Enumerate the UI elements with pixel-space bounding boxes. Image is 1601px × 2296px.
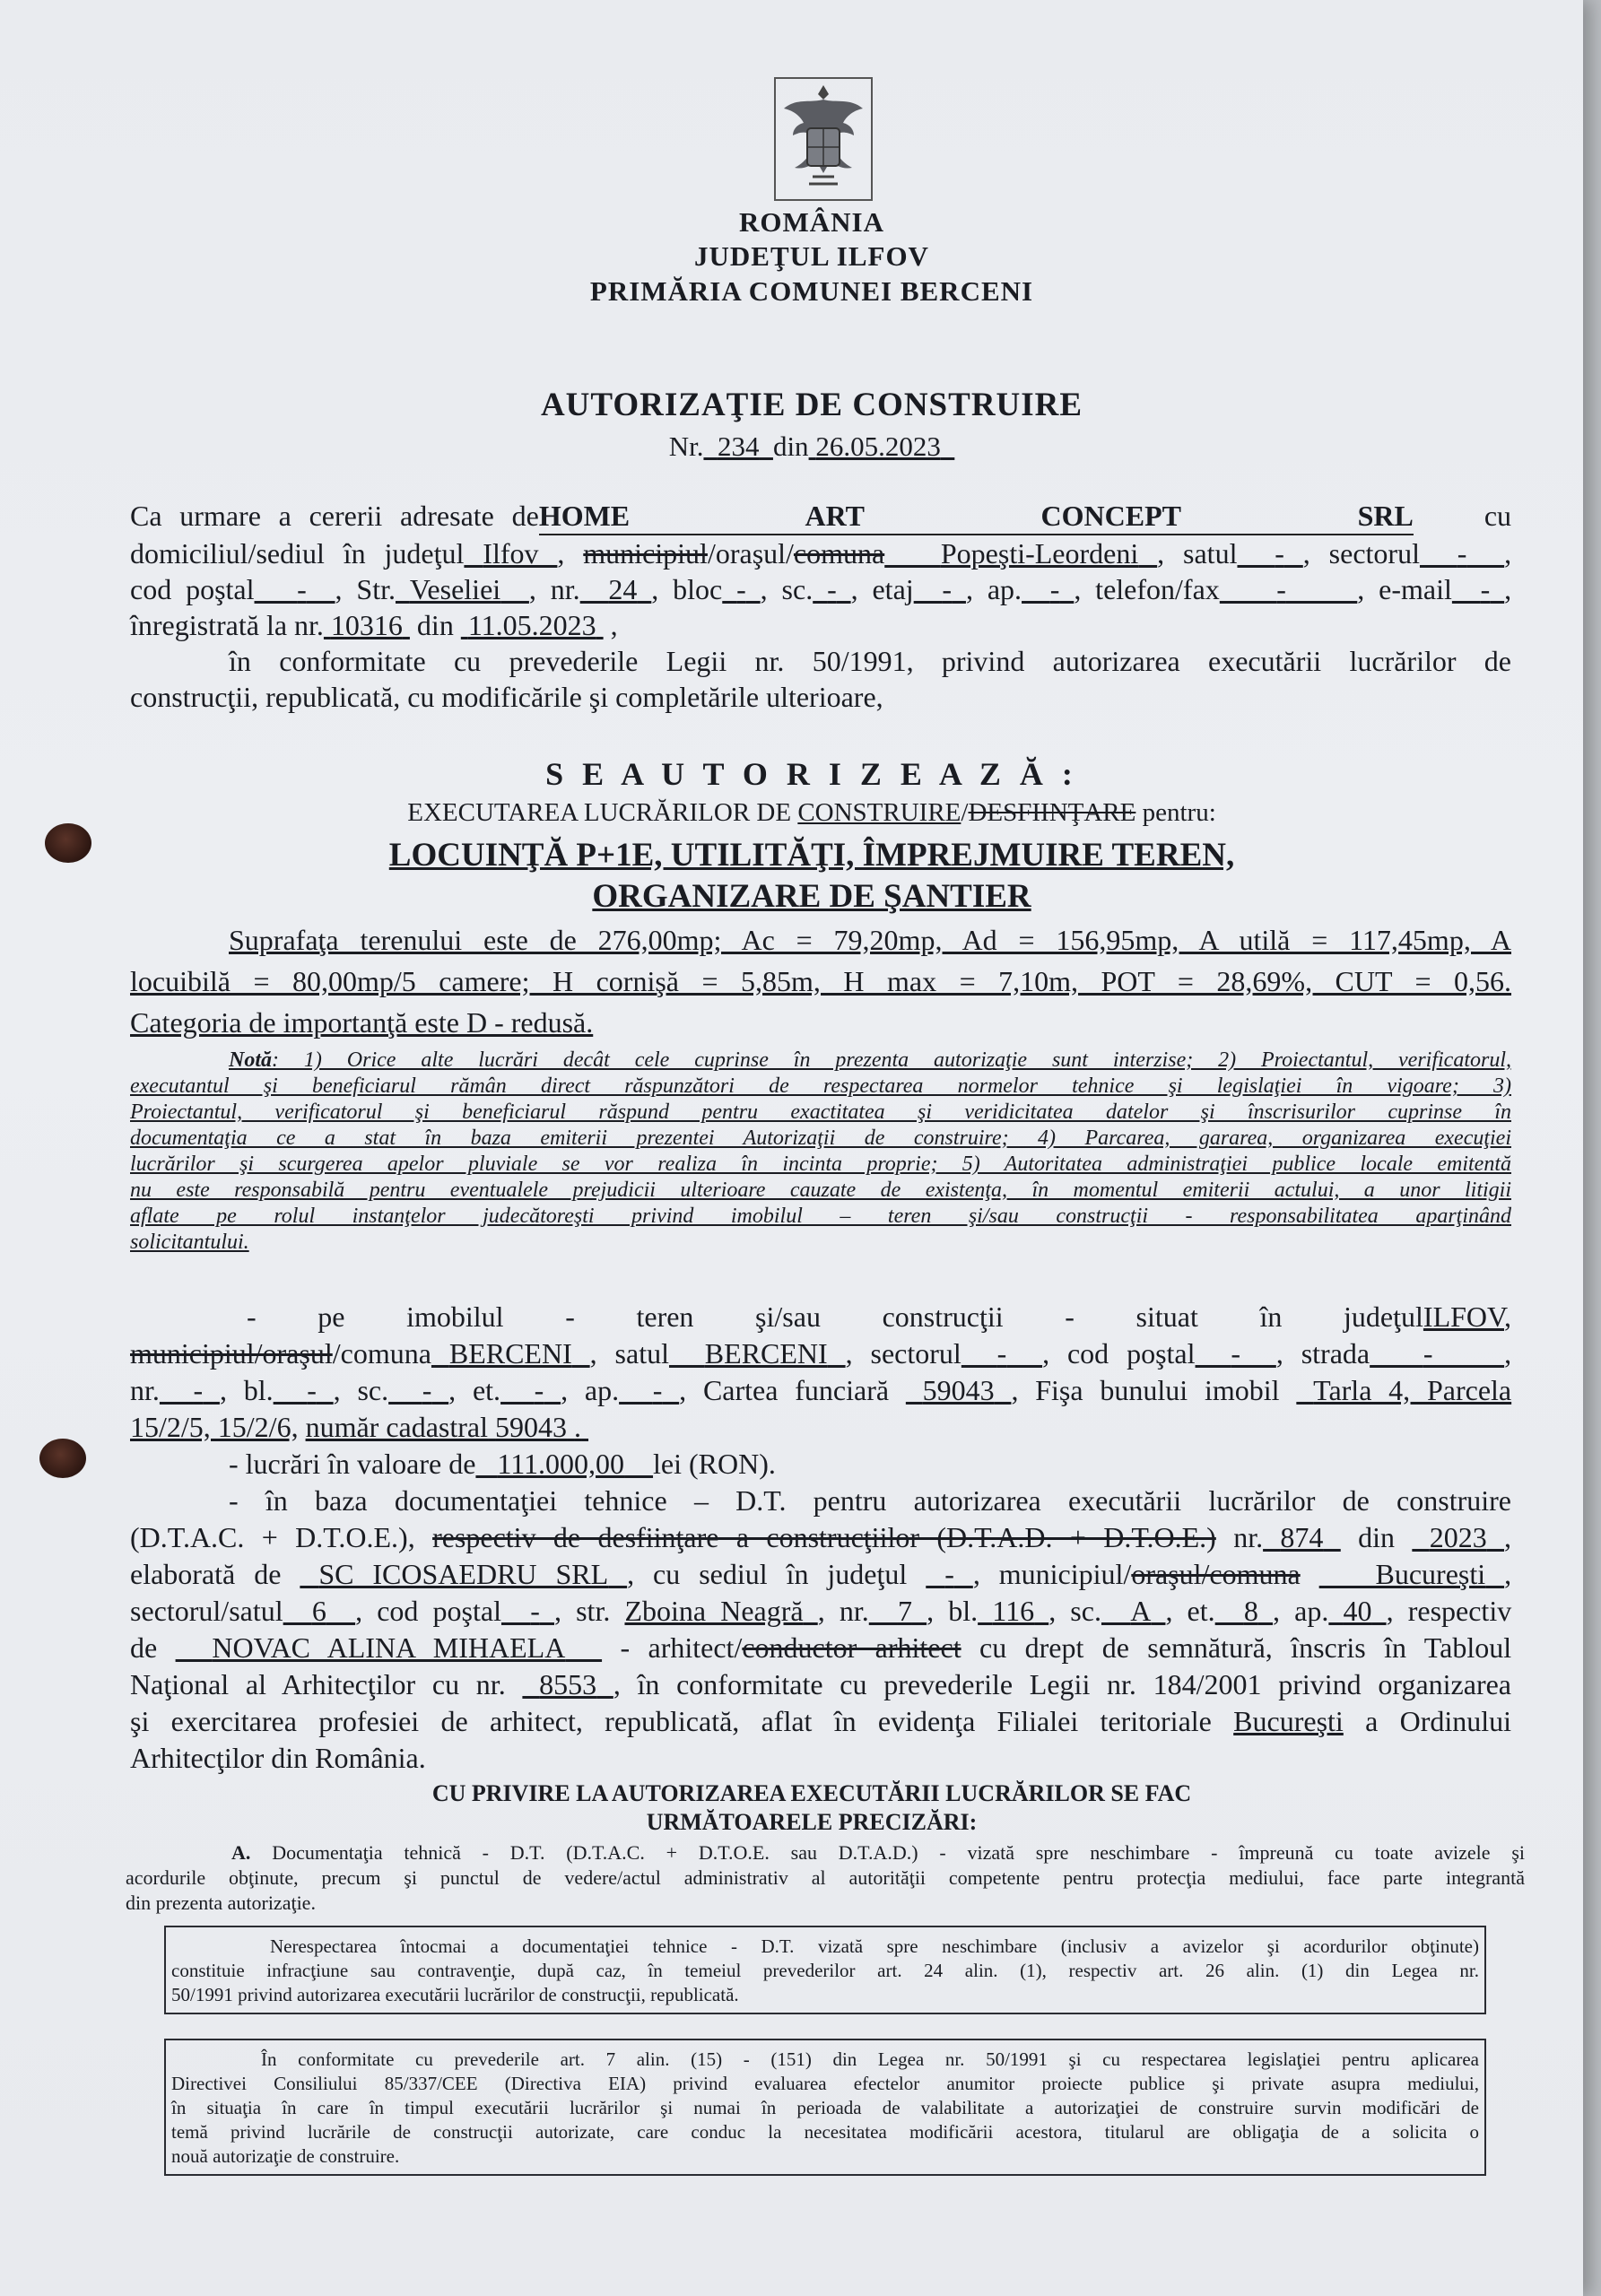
precizari-a: A. Documentaţia tehnică - D.T. (D.T.A.C. + D.T.O.E. sau D.T.A.D.) - vizată spre neschimbare - împreună cu toate avizele şi acordurile obţinute, precum şi punctul de vedere/actul administrativ al autorităţii competente pentru protecţia mediului, face parte integrantă din prezenta autorizaţie. <box>126 1841 1525 1914</box>
romania-coat-of-arms-icon <box>773 76 874 202</box>
precizari-heading-2: URMĂTOARELE PRECIZĂRI: <box>646 1809 978 1835</box>
authorization-subheading: EXECUTAREA LUCRĂRILOR DE CONSTRUIRE/DESFIINŢARE pentru: <box>407 798 1216 827</box>
property-section: - pe imobilul - teren şi/sau construcţii - situat în judeţulILFOV, municipiul/oraşul/comuna BERCENI , satul BERCENI , sectorul - , cod poştal - , strada - , nr. - , bl. - , sc. - , et. - , ap. - , Cartea funciară 59043 , Fişa bunului imobil Tarla 4, Parcela 15/2/5, 15/2/6, număr cadastral 59043 . - lucrări în valoare de 111.000,00 lei (RON). <box>130 1300 1512 1480</box>
architect-name: NOVAC ALINA MIHAELA <box>212 1631 566 1664</box>
designer-company: SC ICOSAEDRU SRL <box>318 1558 609 1590</box>
works-value: 111.000,00 <box>497 1448 625 1480</box>
document-number: 234 <box>717 430 760 462</box>
authorization-note: Notă: 1) Orice alte lucrări decât cele cuprinse în prezenta autorizaţie sunt interzise; 2) Proiectantul, verificatorul, executantul şi beneficiarul rămân direct răspunzători de respectarea normelor tehnice şi legislaţiei în vigoare; 3) Proiectantul, verificatorul şi beneficiarul răspund pentru exactitatea şi veridicitatea datelor şi înscrisurilor cuprinse în documentaţia ce a stat în baza emiterii prezentei Autorizaţii de construire; 4) Parcarea, gararea, organizarea execuţiei lucrărilor şi scurgerea apelor pluviale se vor realiza în incinta proprie; 5) Autoritatea administraţiei publice locale emitentă nu este responsabilă pentru eventualele prejudicii ulterioare cauzate de existenţa, în momentul emiterii actului, a unor litigii aflate pe rolul instanţelor judecătoreşti privind imobilul – teren şi/sau construcţii - responsabilitatea aparţinând solicitantului. <box>130 1048 1511 1254</box>
header-country: ROMÂNIA <box>739 206 884 238</box>
document-date: 26.05.2023 <box>815 430 941 462</box>
cadastral-number: 59043 <box>495 1411 568 1443</box>
construction-specs: Suprafaţa terenului este de 276,00mp; Ac = 79,20mp, Ad = 156,95mp, A utilă = 117,45mp, A locuibilă = 80,00mp/5 camere; H cornişă = 5,85m, H max = 7,10m, POT = 28,69%, CUT = 0,56. Categoria de importanţă este D - redusă. <box>130 924 1511 1039</box>
authorization-heading: S E A U T O R I Z E A Z Ă : <box>545 756 1078 792</box>
documentation-section: - în baza documentaţiei tehnice – D.T. pentru autorizarea executării lucrărilor de construire (D.T.A.C. + D.T.O.E.), respectiv de desfiinţare a construcţiilor (D.T.A.D. + D.T.O.E.) nr. 874 din 2023 , elaborată de SC ICOSAEDRU SRL , cu sediul în judeţul - , municipiul/oraşul/comuna Bucureşti , sectorul/satul 6 , cod poştal - , str. Zboina Neagră , nr. 7 , bl. 116 , sc. A , et. 8 , ap. 40 , respectiv de NOVAC ALINA MIHAELA - arhitect/conductor arhitect cu drept de semnătură, înscris în Tabloul Naţional al Arhitecţilor cu nr. 8553 , în conformitate cu prevederile Legii nr. 184/2001 privind organizarea şi exercitarea profesiei de arhitect, republicată, aflat în evidenţa Filialei teritoriale Bucureşti a Ordinului Arhitecţilor din România. <box>130 1484 1512 1774</box>
document-number-line: Nr. 234 din 26.05.2023 <box>668 430 941 462</box>
box-conformitate: În conformitate cu prevederile art. 7 alin. (15) - (151) din Legea nr. 50/1991 şi cu respectarea legislaţiei pentru aplicarea Directivei Consiliului 85/337/CEE (Directiva EIA) privind evaluarea efectelor anumitor proiecte publice şi private asupra mediului, în situaţia în care în timpul executării lucrărilor şi numai în perioada de valabilitate a autorizaţiei de construire survin modificări de temă privind lucrările de construcţii autorizate, care conduc la necesitatea modificării acestora, titularul are obligaţia de a solicita o nouă autorizaţie de construire. <box>164 2039 1486 2176</box>
authorized-object-line2: ORGANIZARE DE ŞANTIER <box>592 878 1031 915</box>
header-institution: PRIMĂRIA COMUNEI BERCENI <box>589 275 1034 307</box>
applicant-name: HOME ART CONCEPT SRL <box>539 498 1414 535</box>
land-book-number: 59043 <box>922 1374 995 1406</box>
document-title: AUTORIZAŢIE DE CONSTRUIRE <box>540 387 1083 423</box>
box-nerespectare: Nerespectarea întocmai a documentaţiei tehnice - D.T. vizată spre neschimbare (inclusiv a avizelor şi acordurilor obţinute) constituie infracţiune sau contravenţie, după caz, în temeiul prevederilor art. 24 alin. (1), respectiv art. 26 alin. (1) din Legea nr. 50/1991 privind autorizarea executării lucrărilor de construcţii, republicată. <box>164 1926 1486 2014</box>
precizari-heading-1: CU PRIVIRE LA AUTORIZAREA EXECUTĂRII LUCRĂRILOR SE FAC <box>431 1780 1192 1806</box>
property-county: ILFOV <box>1423 1300 1504 1333</box>
authorized-object-line1: LOCUINŢĂ P+1E, UTILITĂŢI, ÎMPREJMUIRE TEREN, <box>388 837 1235 874</box>
header-county: JUDEŢUL ILFOV <box>694 240 929 272</box>
punch-hole-bottom <box>39 1439 86 1478</box>
applicant-section: Ca urmare a cererii adresate deHOME ART CONCEPT SRL cu domiciliul/sediul în judeţul Ilfov , municipiul/oraşul/comuna Popeşti-Leordeni , satul - , sectorul - , cod poştal - , Str. Veseliei , nr. 24 , bloc - , sc. - , etaj - , ap. - , telefon/fax - , e-mail - , înregistrată la nr. 10316 din 11.05.2023 , în conformitate cu prevederile Legii nr. 50/1991, privind autorizarea executării lucrărilor de construcţii, republicată, cu modificările şi completările ulterioare, <box>130 500 1512 713</box>
